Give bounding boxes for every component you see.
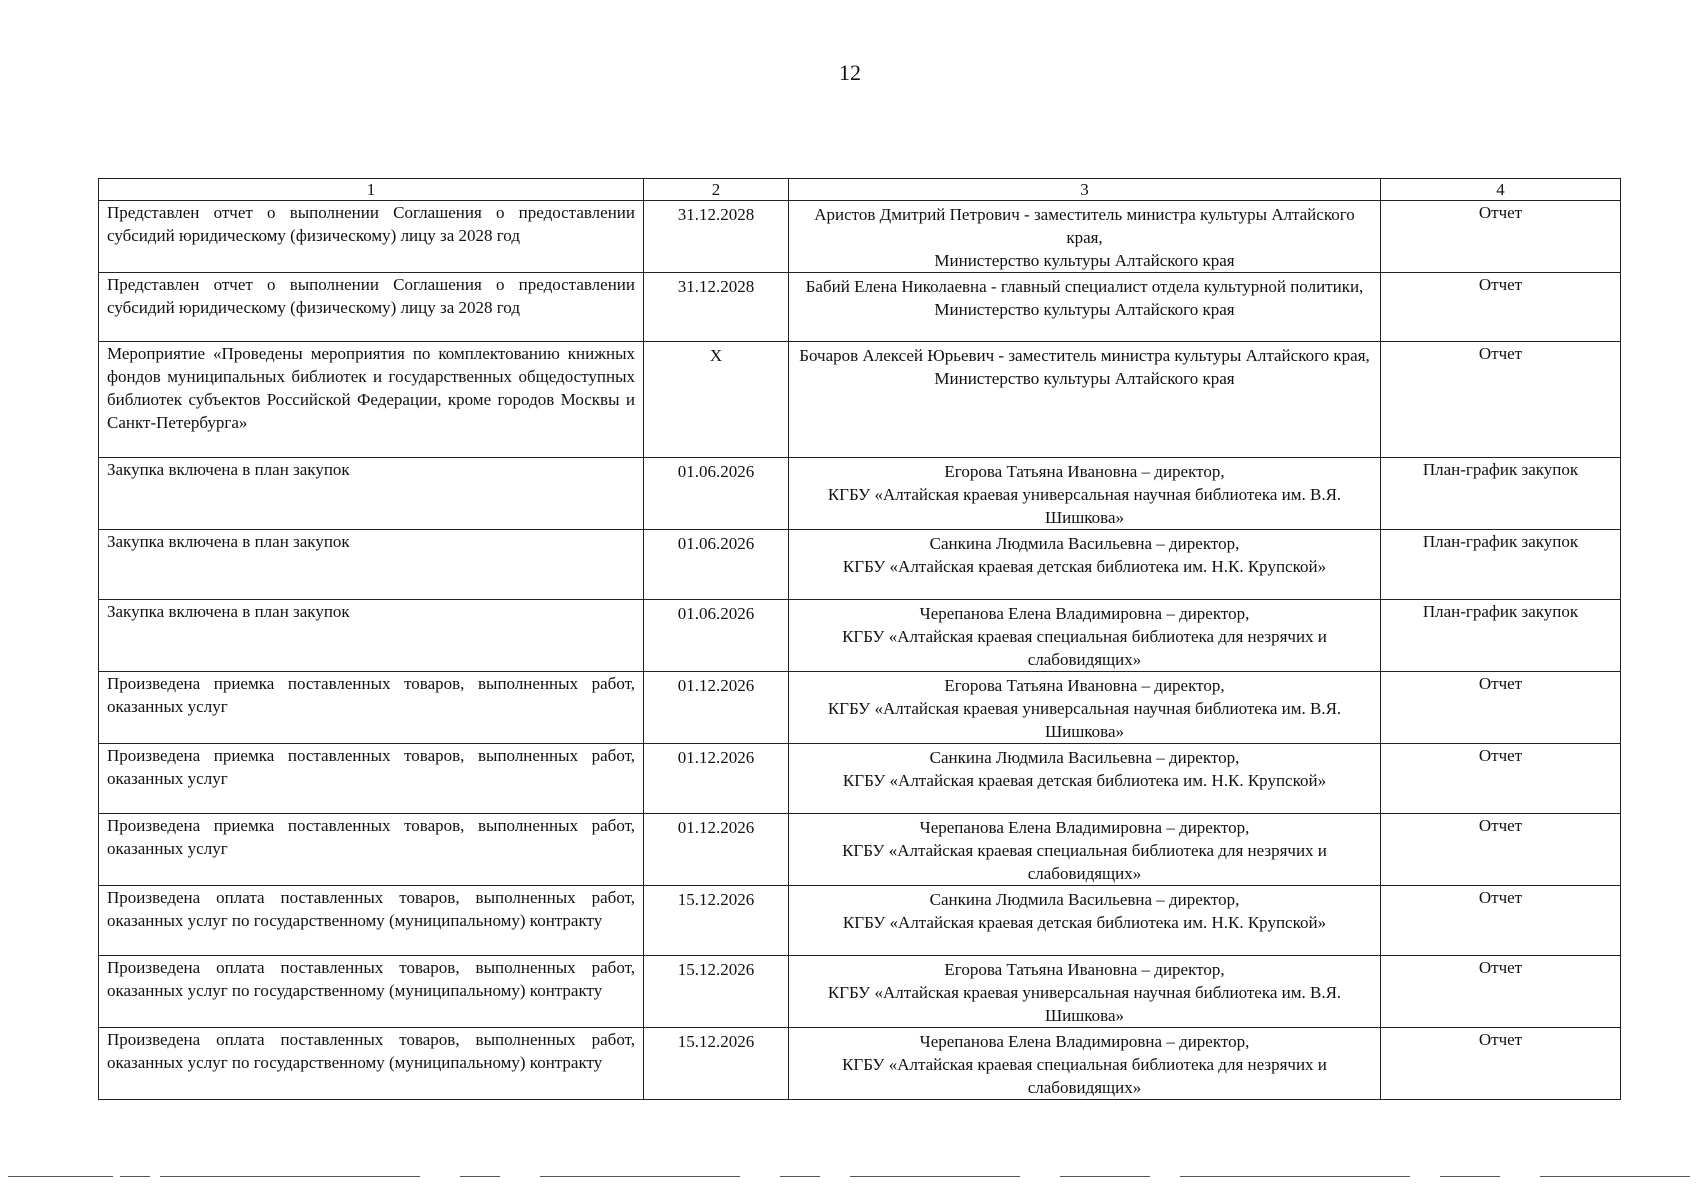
date-cell: 31.12.2028 (644, 273, 789, 342)
responsible-cell (789, 600, 1381, 672)
header-col-4: 4 (1381, 179, 1621, 201)
date-cell: 01.12.2026 (644, 744, 789, 814)
responsible-cell (789, 342, 1381, 458)
responsible-organization: КГБУ «Алтайская краевая специальная библиотека для незрячих и слабовидящих» (842, 1055, 1327, 1097)
responsible-organization: КГБУ «Алтайская краевая детская библиотека им. Н.К. Крупской» (842, 913, 1327, 932)
responsible-cell (789, 956, 1381, 1028)
responsible-cell (789, 744, 1381, 814)
responsible-cell (789, 530, 1381, 600)
responsible-person: Санкина Людмила Васильевна – директор, (929, 534, 1240, 553)
event-cell: Произведена приемка поставленных товаров, выполненных работ, оказанных услуг (99, 814, 644, 886)
date-cell: 15.12.2026 (644, 886, 789, 956)
responsible-cell (789, 886, 1381, 956)
table-row (99, 273, 1621, 342)
responsible-person: Черепанова Елена Владимировна – директор, (919, 818, 1250, 837)
document-cell: Отчет (1381, 956, 1621, 1028)
document-cell: План-график закупок (1381, 458, 1621, 530)
document-cell: Отчет (1381, 342, 1621, 458)
header-col-1: 1 (99, 179, 644, 201)
document-cell: Отчет (1381, 744, 1621, 814)
responsible-person: Санкина Людмила Васильевна – директор, (929, 890, 1240, 909)
table-header-row (99, 179, 1621, 201)
responsible-person: Черепанова Елена Владимировна – директор, (919, 604, 1250, 623)
responsible-person: Бочаров Алексей Юрьевич - заместитель министра культуры Алтайского края, (799, 346, 1370, 365)
responsible-person: Черепанова Елена Владимировна – директор, (919, 1032, 1250, 1051)
event-cell: Представлен отчет о выполнении Соглашения о предоставлении субсидий юридическому (физическому) лицу за 2028 год (99, 273, 644, 342)
date-cell: 15.12.2026 (644, 1028, 789, 1100)
responsible-cell (789, 672, 1381, 744)
date-cell: X (644, 342, 789, 458)
scan-bottom-rule (0, 1176, 1700, 1178)
table-row (99, 342, 1621, 458)
responsible-cell (789, 814, 1381, 886)
event-cell: Закупка включена в план закупок (99, 530, 644, 600)
table-body (99, 201, 1621, 1100)
event-cell: Произведена приемка поставленных товаров, выполненных работ, оказанных услуг (99, 744, 644, 814)
table-row (99, 814, 1621, 886)
date-cell: 01.06.2026 (644, 458, 789, 530)
table-row (99, 201, 1621, 273)
event-cell: Произведена оплата поставленных товаров, выполненных работ, оказанных услуг по государственному (муниципальному) контракту (99, 886, 644, 956)
responsible-cell (789, 1028, 1381, 1100)
table-row (99, 530, 1621, 600)
document-cell: Отчет (1381, 201, 1621, 273)
table-row (99, 458, 1621, 530)
responsible-organization: КГБУ «Алтайская краевая специальная библиотека для незрячих и слабовидящих» (842, 841, 1327, 883)
date-cell: 01.06.2026 (644, 600, 789, 672)
plan-table-container (98, 178, 1620, 1100)
header-col-3: 3 (789, 179, 1381, 201)
date-cell: 31.12.2028 (644, 201, 789, 273)
responsible-cell (789, 458, 1381, 530)
table-row (99, 1028, 1621, 1100)
responsible-person: Егорова Татьяна Ивановна – директор, (944, 676, 1225, 695)
event-cell: Представлен отчет о выполнении Соглашения о предоставлении субсидий юридическому (физическому) лицу за 2028 год (99, 201, 644, 273)
responsible-organization: Министерство культуры Алтайского края (934, 300, 1235, 319)
responsible-person: Егорова Татьяна Ивановна – директор, (944, 960, 1225, 979)
document-cell: Отчет (1381, 886, 1621, 956)
document-cell: Отчет (1381, 273, 1621, 342)
responsible-organization: Министерство культуры Алтайского края (934, 251, 1235, 270)
document-cell: План-график закупок (1381, 530, 1621, 600)
event-cell: Закупка включена в план закупок (99, 600, 644, 672)
event-cell: Произведена приемка поставленных товаров, выполненных работ, оказанных услуг (99, 672, 644, 744)
date-cell: 15.12.2026 (644, 956, 789, 1028)
event-cell: Закупка включена в план закупок (99, 458, 644, 530)
event-cell: Произведена оплата поставленных товаров, выполненных работ, оказанных услуг по государственному (муниципальному) контракту (99, 956, 644, 1028)
responsible-person: Аристов Дмитрий Петрович - заместитель министра культуры Алтайского края, (814, 205, 1355, 247)
table-row (99, 956, 1621, 1028)
table-row (99, 600, 1621, 672)
responsible-cell (789, 201, 1381, 273)
date-cell: 01.12.2026 (644, 672, 789, 744)
table-row (99, 672, 1621, 744)
responsible-organization: КГБУ «Алтайская краевая детская библиотека им. Н.К. Крупской» (842, 771, 1327, 790)
document-cell: План-график закупок (1381, 600, 1621, 672)
document-cell: Отчет (1381, 814, 1621, 886)
responsible-organization: КГБУ «Алтайская краевая специальная библиотека для незрячих и слабовидящих» (842, 627, 1327, 669)
responsible-organization: КГБУ «Алтайская краевая универсальная научная библиотека им. В.Я. Шишкова» (827, 699, 1342, 741)
responsible-organization: КГБУ «Алтайская краевая детская библиотека им. Н.К. Крупской» (842, 557, 1327, 576)
responsible-cell (789, 273, 1381, 342)
document-cell: Отчет (1381, 672, 1621, 744)
event-cell: Произведена оплата поставленных товаров, выполненных работ, оказанных услуг по государственному (муниципальному) контракту (99, 1028, 644, 1100)
responsible-person: Бабий Елена Николаевна - главный специалист отдела культурной политики, (805, 277, 1364, 296)
responsible-person: Егорова Татьяна Ивановна – директор, (944, 462, 1225, 481)
table-row (99, 886, 1621, 956)
responsible-person: Санкина Людмила Васильевна – директор, (929, 748, 1240, 767)
page-number: 12 (839, 60, 861, 85)
header-col-2: 2 (644, 179, 789, 201)
table-row (99, 744, 1621, 814)
event-cell: Мероприятие «Проведены мероприятия по комплектованию книжных фондов муниципальных библиотек и государственных общедоступных библиотек субъектов Российской Федерации, кроме городов Москвы и Санкт-Петербурга» (99, 342, 644, 458)
responsible-organization: Министерство культуры Алтайского края (934, 369, 1235, 388)
responsible-organization: КГБУ «Алтайская краевая универсальная научная библиотека им. В.Я. Шишкова» (827, 485, 1342, 527)
document-cell: Отчет (1381, 1028, 1621, 1100)
plan-table (98, 178, 1621, 1100)
date-cell: 01.06.2026 (644, 530, 789, 600)
date-cell: 01.12.2026 (644, 814, 789, 886)
responsible-organization: КГБУ «Алтайская краевая универсальная научная библиотека им. В.Я. Шишкова» (827, 983, 1342, 1025)
